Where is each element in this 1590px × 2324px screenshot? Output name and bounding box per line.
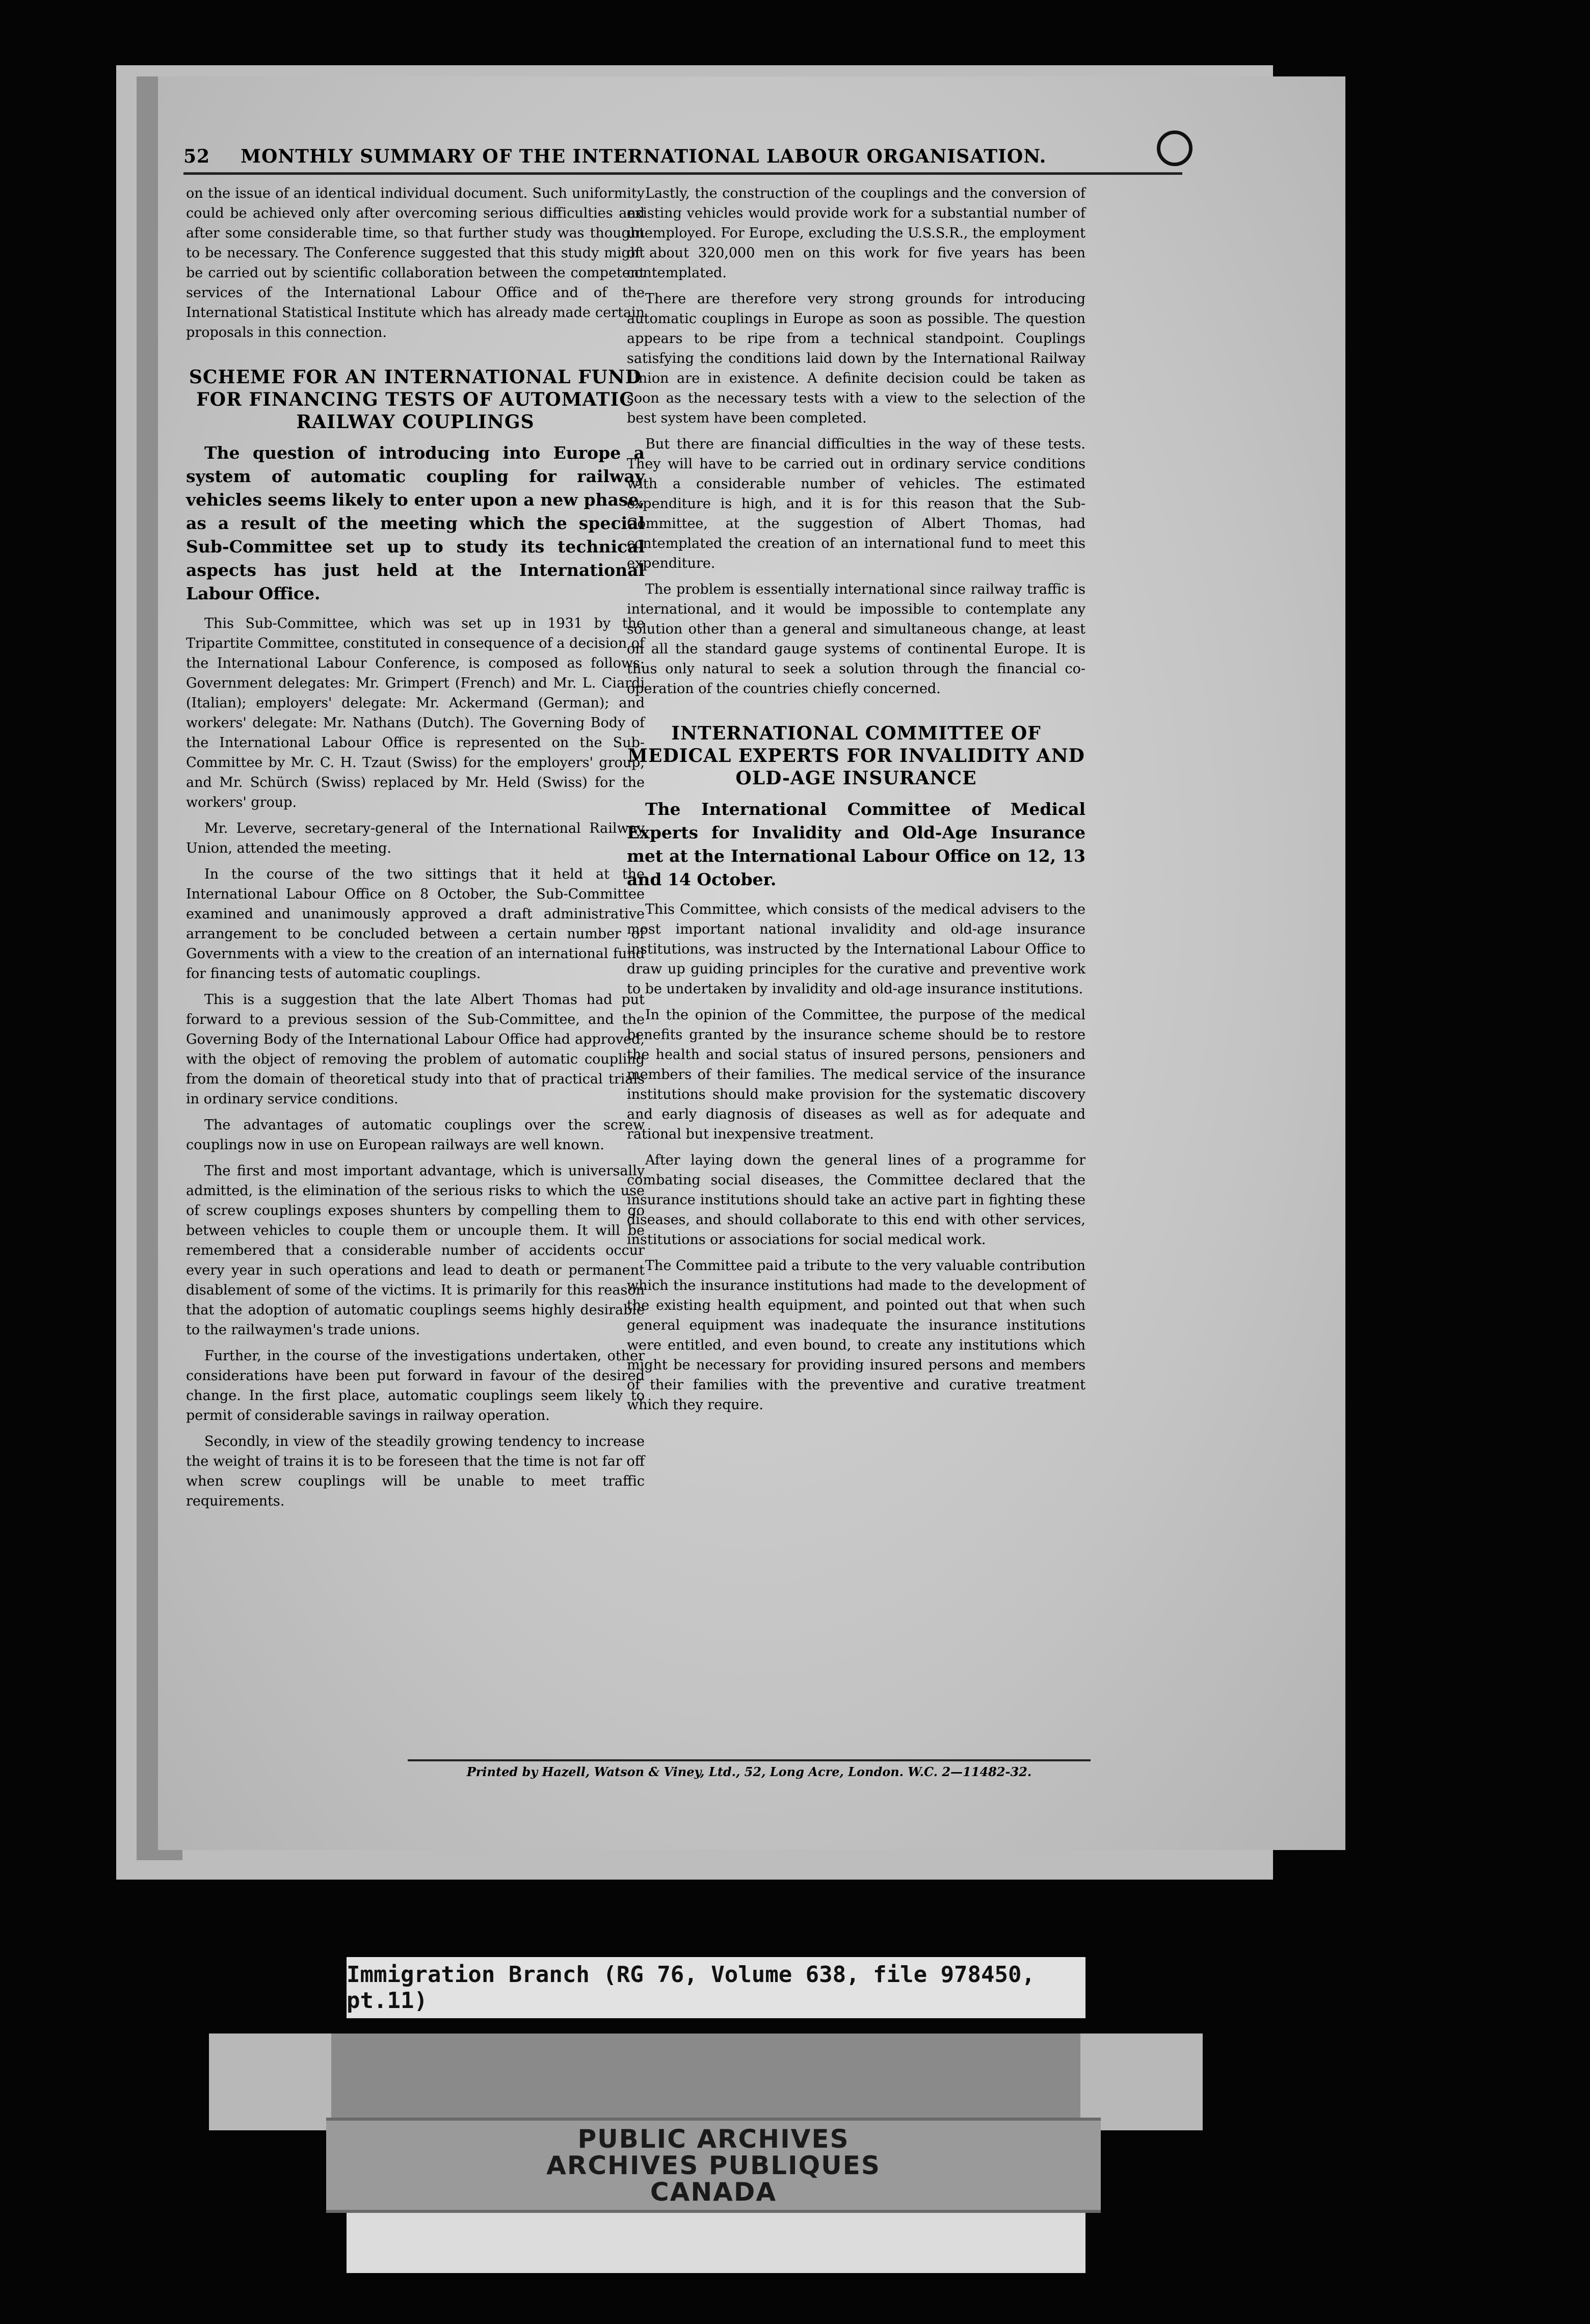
archive-reference-label: Immigration Branch (RG 76, Volume 638, file 978450, pt.11) [347,1957,1085,2018]
paragraph: After laying down the general lines of a programme for combating social diseases, the Committee declared that the insurance institutions should take an active part in fighting these diseases, and should collaborate to this end with other services, institutions or associations for social medical work. [627,1152,1085,1248]
printer-imprint: Printed by Hazell, Watson & Viney, Ltd., 52, Long Acre, London. W.C. 2—11482-32. [408,1759,1091,1779]
tape-left [209,2034,331,2130]
lead-paragraph: The question of introducing into Europe a system of automatic coupling for railway vehicles seems likely to enter upon a new phase, as a result of the meeting which the special Sub-Committee set up to study its technical aspects has just held at the International Labour Office. [186,443,645,603]
section-heading-medical-experts: INTERNATIONAL COMMITTEE OF MEDICAL EXPERTS FOR INVALIDITY AND OLD-AGE INSURANCE [627,723,1085,789]
paragraph: The problem is essentially international since railway traffic is international, and it would be impossible to contemplate any solution other than a general and simultaneous change, at least on all the standard gauge systems of continental Europe. It is thus only natural to seek a solution through the financial co-operation of the countries chiefly concerned. [627,582,1085,697]
right-column [627,183,1085,1421]
stamp-line: PUBLIC ARCHIVES [577,2124,850,2154]
paragraph: on the issue of an identical individual document. Such uniformity could be achieved only after overcoming serious difficulties and after some considerable time, so that further study was thought to be necessary. The Conference suggested that this study might be carried out by scientific collaboration between the competent services of the International Labour Office and of the International Statistical Institute which has already made certain proposals in this connection. [186,186,645,340]
paragraph: Further, in the course of the investigations undertaken, other considerations have been put forward in favour of the desired change. In the first place, automatic couplings seem likely to permit of considerable savings in railway operation. [186,1348,645,1423]
running-head-title: MONTHLY SUMMARY OF THE INTERNATIONAL LABOUR ORGANISATION. [241,146,1047,167]
paragraph: In the course of the two sittings that it held at the International Labour Office on 8 October, the Sub-Committee examined and unanimously approved a draft administrative arrangement to be concluded between a certain number of Governments with a view to the creation of an international fund for financing tests of automatic couplings. [186,866,645,982]
paragraph: This Sub-Committee, which was set up in 1931 by the Tripartite Committee, constituted in consequence of a decision of the International Labour Conference, is composed as follows: Government delegates: Mr. Grimpert (French) and Mr. L. Ciardi (Italian); employers' delegate: Mr. Ackermand (German); and workers' delegate: Mr. Nathans (Dutch). The Governing Body of the International Labour Office is represented on the Sub-Committee by Mr. C. H. Tzaut (Swiss) for the employers' group, and Mr. Schürch (Swiss) replaced by Mr. Held (Swiss) for the workers' group. [186,616,645,810]
paragraph: Secondly, in view of the steadily growing tendency to increase the weight of trains it is to be foreseen that the time is not far off when screw couplings will be unable to meet traffic requirements. [186,1434,645,1509]
paragraph: In the opinion of the Committee, the purpose of the medical benefits granted by the insurance scheme should be to restore the health and social status of insured persons, pensioners and members of their families. The medical service of the insurance institutions should make provision for the systematic discovery and early diagnosis of diseases as well as for adequate and rational but inexpensive treatment. [627,1007,1085,1142]
paragraph: Mr. Leverve, secretary-general of the International Railway Union, attended the meeting. [186,821,645,856]
paragraph: This Committee, which consists of the medical advisers to the most important national invalidity and old-age insurance institutions, was instructed by the International Labour Office to draw up guiding principles for the curative and preventive work to be undertaken by invalidity and old-age insurance institutions. [627,902,1085,997]
lead-paragraph: The International Committee of Medical Experts for Invalidity and Old-Age Insurance met at the International Labour Office on 12, 13 and 14 October. [627,799,1085,889]
paragraph: But there are financial difficulties in the way of these tests. They will have to be carried out in ordinary service conditions with a considerable number of vehicles. The estimated expenditure is high, and it is for this reason that the Sub-Committee, at the suggestion of Albert Thomas, had contemplated the creation of an international fund to meet this expenditure. [627,436,1085,571]
running-head [183,116,1182,175]
public-archives-stamp [326,2118,1101,2213]
stamp-line: ARCHIVES PUBLIQUES [546,2150,881,2180]
left-column [186,183,645,1517]
paragraph: This is a suggestion that the late Albert Thomas had put forward to a previous session of the Sub-Committee, and the Governing Body of the International Labour Office had approved, with the object of removing the problem of automatic coupling from the domain of theoretical study into that of practical trials in ordinary service conditions. [186,992,645,1107]
section-heading-couplings: SCHEME FOR AN INTERNATIONAL FUND FOR FINANCING TESTS OF AUTOMATIC RAILWAY COUPLINGS [189,366,642,433]
stamp-line: CANADA [650,2177,777,2207]
paragraph: The advantages of automatic couplings over the screw couplings now in use on European railways are well known. [186,1117,645,1153]
paragraph: The first and most important advantage, which is universally admitted, is the elimination of the serious risks to which the use of screw couplings exposes shunters by compelling them to go between vehicles to couple them or uncouple them. It will be remembered that a considerable number of accidents occur every year in such operations and lead to death or permanent disablement of some of the victims. It is primarily for this reason that the adoption of automatic couplings seems highly desirable to the railwaymen's trade unions. [186,1163,645,1338]
paragraph: There are therefore very strong grounds for introducing automatic couplings in Europe as soon as possible. The question appears to be ripe from a technical standpoint. Couplings satisfying the conditions laid down by the International Railway Union are in existence. A definite decision could be taken as soon as the necessary tests with a view to the selection of the best system have been completed. [627,291,1085,426]
archive-tape-strip [209,2034,1203,2130]
tape-right [1080,2034,1203,2130]
circle-ornament-icon [1157,130,1192,166]
page-number: 52 [183,146,210,167]
paragraph: The Committee paid a tribute to the very valuable contribution which the insurance institutions had made to the development of the existing health equipment, and pointed out that when such general equipment was inadequate the insurance institutions were entitled, and even bound, to create any institutions which might be necessary for providing insured persons and members of their families with the preventive and curative treatment which they require. [627,1258,1085,1413]
paragraph: Lastly, the construction of the couplings and the conversion of existing vehicles would provide work for a substantial number of unemployed. For Europe, excluding the U.S.S.R., the employment of about 320,000 men on this work for five years has been contemplated. [627,186,1085,281]
